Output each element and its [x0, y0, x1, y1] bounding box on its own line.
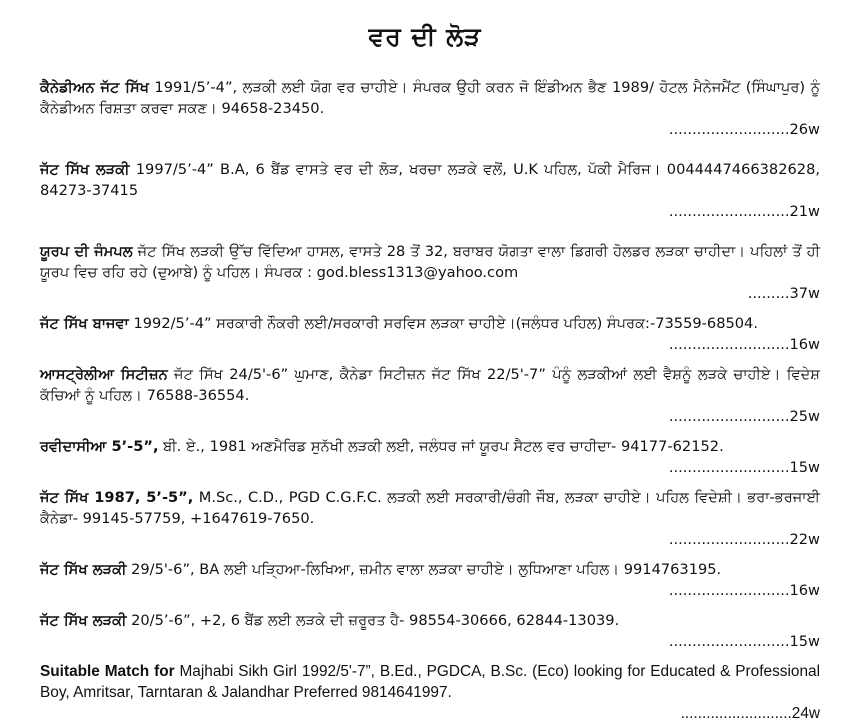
ad-text: 1992/5’-4” ਸਰਕਾਰੀ ਨੌਕਰੀ ਲਈ/ਸਰਕਾਰੀ ਸਰਵਿਸ ਲੜਕਾ ਚਾਹੀਏ।(ਜਲੰਧਰ ਪਹਿਲ) ਸੰਪਰਕ:-73559-68504.	[128, 315, 758, 332]
classified-ad	[40, 364, 820, 427]
ad-text: ਜੱਟ ਸਿੱਖ ਲੜਕੀ ਉੱਚ ਵਿੱਦਿਆ ਹਾਸਲ, ਵਾਸਤੇ 28 ਤੋਂ 32, ਬਰਾਬਰ ਯੋਗਤਾ ਵਾਲਾ ਡਿਗਰੀ ਹੋਲਡਰ ਲੜਕਾ ਚਾਹੀਦਾ। ਪਹਿਲਾਂ ਤੋਂ ਹੀ ਯੂਰਪ ਵਿਚ ਰਹਿ ਰਹੇ (ਦੁਆਬੇ) ਨੂੰ ਪਹਿਲ। ਸੰਪਰਕ : god.bless1313@yahoo.com	[40, 243, 820, 281]
ad-code: ..........................15w	[668, 459, 820, 476]
ad-heading: ਜੱਟ ਸਿੱਖ ਲੜਕੀ	[40, 612, 127, 629]
ad-code: ..........................25w	[668, 408, 820, 425]
page-title: ਵਰ ਦੀ ਲੋੜ	[368, 22, 482, 51]
classified-ad	[40, 159, 820, 222]
ad-heading: ਯੂਰਪ ਦੀ ਜੰਮਪਲ	[40, 243, 133, 260]
ad-code: .........37w	[747, 285, 820, 302]
classified-ad	[40, 241, 820, 304]
ad-text: 20/5’-6”, +2, 6 ਬੈਂਡ ਲਈ ਲੜਕੇ ਦੀ ਜ਼ਰੂਰਤ ਹੈ- 98554-30666, 62844-13039.	[126, 612, 620, 629]
ad-heading: ਆਸਟ੍ਰੇਲੀਆ ਸਿਟੀਜ਼ਨ	[40, 366, 168, 383]
ad-code: ..........................16w	[668, 582, 820, 599]
ad-heading: ਜੱਟ ਸਿੱਖ 1987, 5’-5”,	[40, 489, 194, 506]
ad-heading: ਜੱਟ ਸਿੱਖ ਲੜਕੀ	[40, 161, 130, 178]
classified-ad	[40, 661, 820, 724]
ad-heading: ਕੈਨੇਡੀਅਨ ਜੱਟ ਸਿੱਖ	[40, 79, 149, 96]
classified-ad	[40, 487, 820, 550]
ad-code: ..........................24w	[680, 705, 820, 722]
ad-text: M.Sc., C.D., PGD C.G.F.C. ਲੜਕੀ ਲਈ ਸਰਕਾਰੀ/ਚੰਗੀ ਜੌਬ, ਲੜਕਾ ਚਾਹੀਏ। ਪਹਿਲ ਵਿਦੇਸ਼ੀ। ਭਰਾ-ਭਰਜਾਈ ਕੈਨੇਡਾ- 99145-57759, +1647619-7650.	[40, 489, 820, 527]
ad-text: 1991/5’-4”, ਲੜਕੀ ਲਈ ਯੋਗ ਵਰ ਚਾਹੀਏ। ਸੰਪਰਕ ਉਹੀ ਕਰਨ ਜੋ ਇੰਡੀਅਨ ਭੈਣ 1989/ ਹੋਟਲ ਮੈਨੇਜਮੈਂਟ (ਸਿੰਘਾਪੁਰ) ਨੂੰ ਕੈਨੇਡੀਅਨ ਰਿਸ਼ਤਾ ਕਰਵਾ ਸਕਣ। 94658-23450.	[40, 79, 821, 117]
ad-text: 29/5'-6”, BA ਲਈ ਪੜ੍ਹਿਆ-ਲਿਖਿਆ, ਜ਼ਮੀਨ ਵਾਲਾ ਲੜਕਾ ਚਾਹੀਏ। ਲੁਧਿਆਣਾ ਪਹਿਲ। 9914763195.	[126, 561, 722, 578]
ad-code: ..........................16w	[668, 336, 820, 353]
ad-code: ..........................21w	[668, 203, 820, 220]
classifieds-list	[40, 77, 820, 724]
ad-code: ..........................22w	[668, 531, 820, 548]
ad-code: ..........................15w	[668, 633, 820, 650]
ad-text: 1997/5’-4” B.A, 6 ਬੈਂਡ ਵਾਸਤੇ ਵਰ ਦੀ ਲੋੜ, ਖਰਚਾ ਲੜਕੇ ਵਲੋਂ, U.K ਪਹਿਲ, ਪੱਕੀ ਮੈਰਿਜ। 0044447466382628, 84273-37415	[40, 161, 820, 199]
classified-ad	[40, 610, 820, 652]
classified-ad	[40, 436, 820, 478]
classified-ad	[40, 77, 820, 140]
ad-heading: ਰਵੀਦਾਸੀਆ 5’-5”,	[40, 438, 159, 455]
ad-code: ..........................26w	[668, 121, 820, 138]
ad-heading: Suitable Match for	[40, 663, 175, 680]
ad-text: ਜੱਟ ਸਿੱਖ 24/5'-6” ਘੁਮਾਣ, ਕੈਨੇਡਾ ਸਿਟੀਜ਼ਨ ਜੱਟ ਸਿੱਖ 22/5'-7” ਪੰਨੂੰ ਲੜਕੀਆਂ ਲਈ ਵੈਸ਼ਨੂੰ ਲੜਕੇ ਚਾਹੀਏ। ਵਿਦੇਸ਼ ਕੱਚਿਆਂ ਨੂੰ ਪਹਿਲ। 76588-36554.	[40, 366, 820, 404]
ad-text: ਬੀ. ਏ., 1981 ਅਣਮੈਰਿਡ ਸੁਨੱਖੀ ਲੜਕੀ ਲਈ, ਜਲੰਧਰ ਜਾਂ ਯੂਰਪ ਸੈਟਲ ਵਰ ਚਾਹੀਦਾ- 94177-62152.	[158, 438, 724, 455]
ad-text: Majhabi Sikh Girl 1992/5'-7”, B.Ed., PGDCA, B.Sc. (Eco) looking for Educated & Professional Boy, Amritsar, Tarntaran & Jalandhar Preferred 9814641997.	[40, 663, 820, 701]
ad-heading: ਜੱਟ ਸਿੱਖ ਬਾਜਵਾ	[40, 315, 129, 332]
classified-ad	[40, 313, 820, 355]
ad-heading: ਜੱਟ ਸਿੱਖ ਲੜਕੀ	[40, 561, 127, 578]
classified-ad	[40, 559, 820, 601]
